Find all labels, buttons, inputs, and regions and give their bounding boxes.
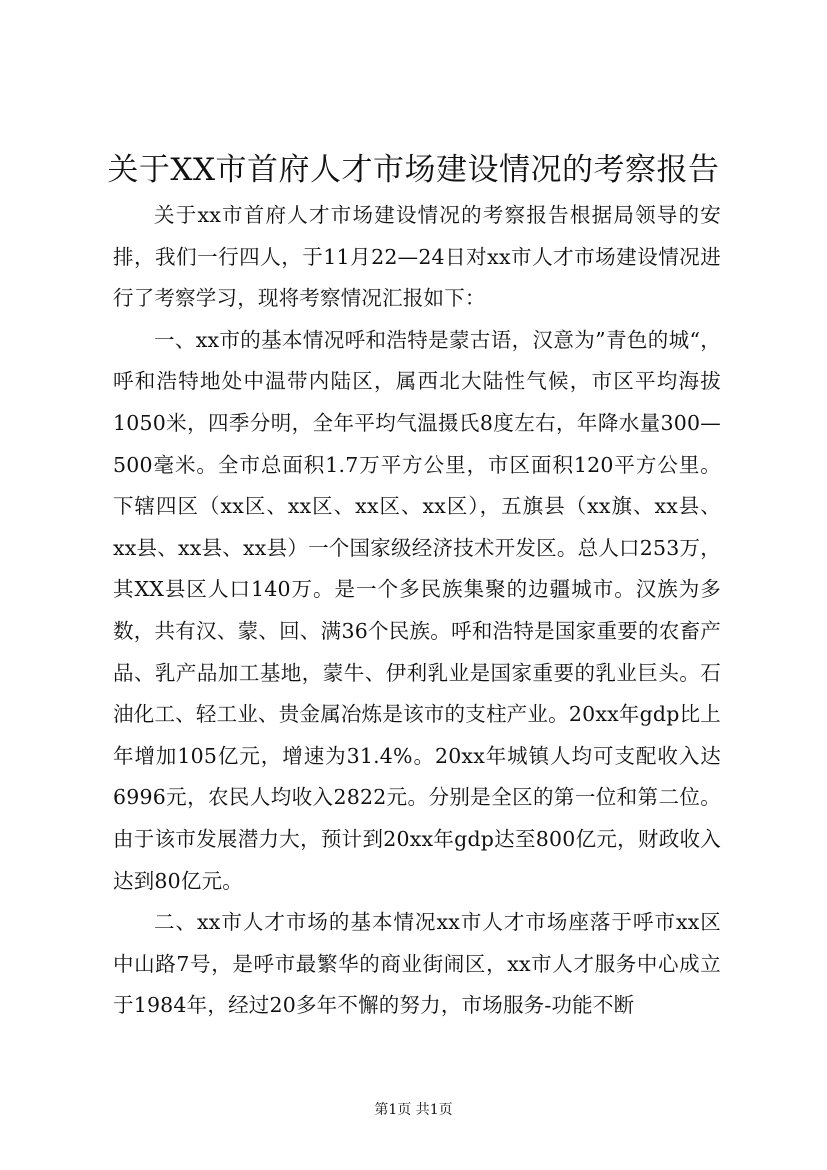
page-footer: 第1页 共1页: [374, 1102, 453, 1118]
paragraph-talent-market: 二、xx市人才市场的基本情况xx市人才市场座落于呼市xx区中山路7号，是呼市最繁华的商业街闹区，xx市人才服务中心成立于1984年，经过20多年不懈的努力，市场服务-功能不断: [113, 910, 721, 1018]
paragraph-city-overview: 一、xx市的基本情况呼和浩特是蒙古语，汉意为”青色的城“，呼和浩特地处中温带内陆区，属西北大陆性气候，市区平均海拔1050米，四季分明，全年平均气温摄氏8度左右，年降水量300—500毫米。全市总面积1.7万平方公里，市区面积120平方公里。下辖四区（xx区、xx区、xx区、xx区），五旗县（xx旗、xx县、xx县、xx县、xx县）一个国家级经济技术开发区。总人口253万，其XX县区人口140万。是一个多民族集聚的边疆城市。汉族为多数，共有汉、蒙、回、满36个民族。呼和浩特是国家重要的农畜产品、乳产品加工基地，蒙牛、伊利乳业是国家重要的乳业巨头。石油化工、轻工业、贵金属冶炼是该市的支柱产业。20xx年gdp比上年增加105亿元，增速为31.4%。20xx年城镇人均可支配收入达6996元，农民人均收入2822元。分别是全区的第一位和第二位。由于该市发展潜力大，预计到20xx年gdp达至800亿元，财政收入达到80亿元。: [113, 327, 721, 893]
paragraph-intro: 关于xx市首府人才市场建设情况的考察报告根据局领导的安排，我们一行四人，于11月22—24日对xx市人才市场建设情况进行了考察学习，现将考察情况汇报如下：: [113, 203, 721, 311]
document-body: [113, 195, 721, 1027]
document-title: 关于XX市首府人才市场建设情况的考察报告: [107, 152, 720, 188]
